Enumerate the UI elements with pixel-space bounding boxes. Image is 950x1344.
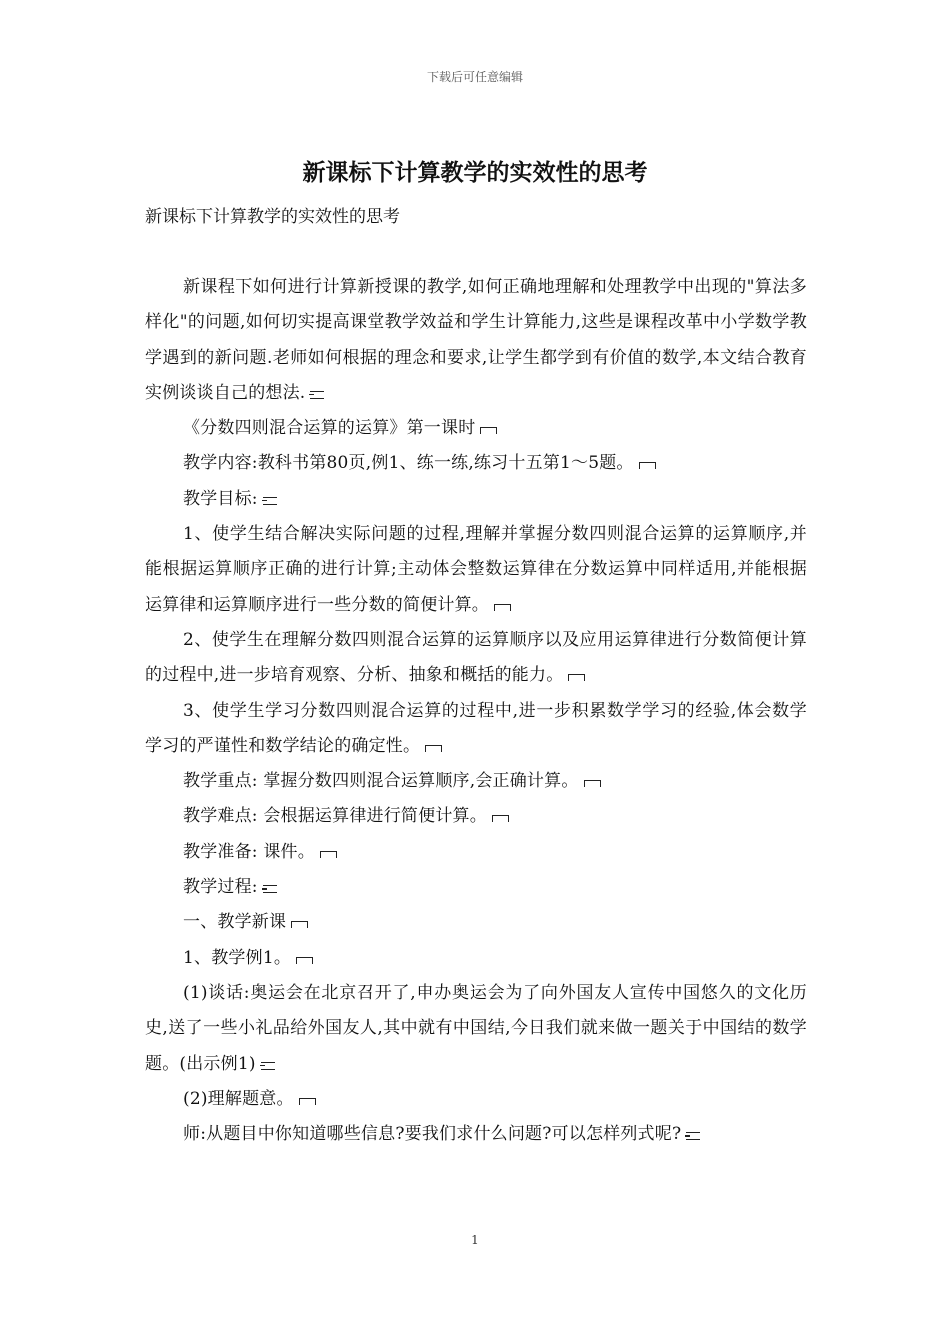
paragraph xyxy=(145,446,807,481)
header-note: 下载后可任意编辑 xyxy=(426,70,523,84)
paragraph-mark-icon xyxy=(479,425,497,435)
paragraph-mark-icon xyxy=(424,743,442,753)
paragraph-mark-icon xyxy=(493,602,511,612)
line-break-mark-icon xyxy=(685,1131,703,1141)
paragraph-text: 教学难点: 会根据运算律进行简便计算。 xyxy=(183,806,487,827)
paragraph xyxy=(145,835,807,870)
paragraph xyxy=(145,976,807,1082)
paragraph-text: 教学准备: 课件。 xyxy=(183,841,315,862)
paragraph-mark-icon xyxy=(567,672,585,682)
line-break-mark-icon xyxy=(309,390,327,400)
page-number: 1 xyxy=(471,1233,479,1247)
paragraph-text: 《分数四则混合运算的运算》第一课时 xyxy=(183,418,476,439)
paragraph-mark-icon xyxy=(491,813,509,823)
paragraph xyxy=(145,623,807,694)
paragraph xyxy=(145,482,807,517)
paragraph-mark-icon xyxy=(298,1096,316,1106)
paragraph-text: 一、教学新课 xyxy=(183,912,287,933)
paragraph-text: 1、使学生结合解决实际问题的过程,理解并掌握分数四则混合运算的运算顺序,并能根据运算顺序正确的进行计算;主动体会整数运算律在分数运算中同样适用,并能根据运算律和运算顺序进行一些分数的简便计算。 xyxy=(145,524,807,615)
paragraph-text: 教学过程: xyxy=(183,877,258,898)
paragraph xyxy=(145,905,807,940)
paragraph xyxy=(145,764,807,799)
document-body xyxy=(145,270,807,1152)
paragraph-mark-icon xyxy=(583,778,601,788)
line-break-mark-icon xyxy=(262,496,280,506)
paragraph-text: 师:从题目中你知道哪些信息?要我们求什么问题?可以怎样列式呢? xyxy=(183,1124,682,1145)
paragraph-text: 1、教学例1。 xyxy=(183,947,292,968)
paragraph-text: (1)谈话:奥运会在北京召开了,申办奥运会为了向外国友人宣传中国悠久的文化历史,送了一些小礼品给外国友人,其中就有中国结,今日我们就来做一题关于中国结的数学题。(出示例1) xyxy=(145,982,807,1074)
paragraph xyxy=(145,411,807,446)
paragraph xyxy=(145,799,807,834)
paragraph xyxy=(145,517,807,623)
page-title: 新课标下计算教学的实效性的思考 xyxy=(302,159,648,186)
line-break-mark-icon xyxy=(262,884,280,894)
page-subtitle: 新课标下计算教学的实效性的思考 xyxy=(145,207,400,227)
paragraph xyxy=(145,694,807,765)
paragraph-text: 2、使学生在理解分数四则混合运算的运算顺序以及应用运算律进行分数简便计算的过程中,进一步培育观察、分析、抽象和概括的能力。 xyxy=(145,629,807,686)
paragraph xyxy=(145,870,807,905)
paragraph-text: 教学内容:教科书第80页,例1、练一练,练习十五第1～5题。 xyxy=(183,453,634,474)
paragraph xyxy=(145,1117,807,1152)
paragraph-mark-icon xyxy=(295,955,313,965)
paragraph-mark-icon xyxy=(638,460,656,470)
paragraph xyxy=(145,941,807,976)
paragraph-text: (2)理解题意。 xyxy=(183,1088,294,1109)
paragraph-text: 3、使学生学习分数四则混合运算的过程中,进一步积累数学学习的经验,体会数学学习的严谨性和数学结论的确定性。 xyxy=(145,700,807,756)
paragraph-text: 新课程下如何进行计算新授课的教学,如何正确地理解和处理教学中出现的"算法多样化"的问题,如何切实提高课堂教学效益和学生计算能力,这些是课程改革中小学数学教学遇到的新问题.老师如何根据的理念和要求,让学生都学到有价值的数学,本文结合教育实例谈谈自己的想法. xyxy=(145,277,807,403)
paragraph-text: 教学重点: 掌握分数四则混合运算顺序,会正确计算。 xyxy=(183,771,579,792)
paragraph-mark-icon xyxy=(319,849,337,859)
paragraph-mark-icon xyxy=(290,919,308,929)
paragraph-text: 教学目标: xyxy=(183,488,258,509)
paragraph xyxy=(145,1082,807,1117)
paragraph xyxy=(145,270,807,411)
line-break-mark-icon xyxy=(260,1061,278,1071)
